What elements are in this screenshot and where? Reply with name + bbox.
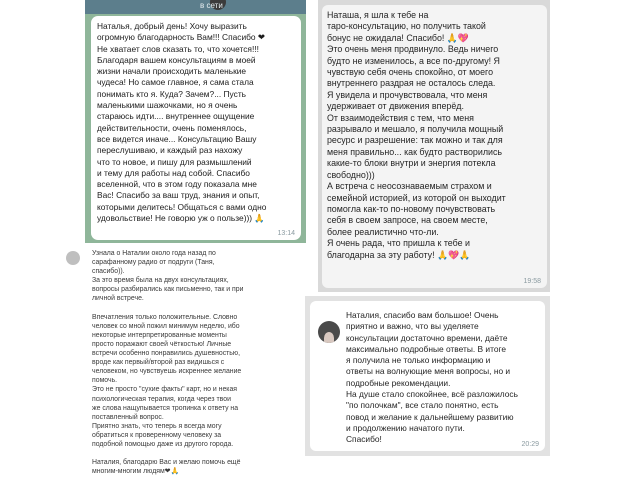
message-text: Наташа, я шла к тебе на таро-консультацию, но получить такой бонус не ожидала! Спасибо! 🙏💖 Это очень меня продвинуло. Ведь ничего будто не изменилось, а все по-другому! Я чувствую себя очень спокойно, от моего внутреннего раздрая не осталось следа. Я увидела и прочувствовала, что меня удерживает от движения вперёд. От взаимодействия с тем, что меня разрывало и мешало, я получила мощный ресурс и разрешение: так можно и так для меня правильно... как будто растворились какие-то блоки внутри и энергия потекла свободно))) А встреча с неосознаваемым страхом и семейной историей, из которой он выходит помогла как-то по-новому почувствовать себя в своем запросе, на своем месте, более реалистично что-ли. Я очень рада, что пришла к тебе и благодарна за эту работу! 🙏💖🙏: [327, 10, 506, 260]
sender-avatar: [318, 321, 340, 343]
message-text: Узнала о Наталии около года назад по сарафанному радио от подруги (Таня, спасибо)). За это время была на двух консультациях, вопросы разбирались как письменно, так и при личной встрече. Впечатления только положительные. Словно человек со мной пожил минимум неделю, ибо некоторые интерпретированные моменты просто поражают своей чёткостью! Личные встречи особенно понравились душевностью, вроде как первый/второй раз видишься с человеком, но чувствуешь искреннее желание помочь. Это не просто "сухие факты" карт, но и некая психологическая терапия, когда через твои же слова нащупывается тропинка к ответу на поставленный вопрос. Приятно знать, что теперь я всегда могу обратиться к проверенному человеку за подобной помощью даже из другого города. Наталия, благодарю Вас и желаю помочь ещё многим-многим людям❤🙏: [92, 250, 244, 476]
sender-avatar: [66, 251, 80, 265]
message-time: 20:29: [521, 441, 539, 448]
message-time: 19:58: [523, 278, 541, 285]
chat-screenshot-4: [305, 296, 550, 456]
message-text: Наталия, спасибо вам большое! Очень приятно и важно, что вы уделяете консультации достаточно времени, даёте максимально подробные ответы. В итоге я получила не только информацию и ответы на волнующие меня вопросы, но и подробные рекомендации. На душе стало спокойнее, всё разложилось "по полочкам", все стало понятно, есть повод и желание к дальнейшему развитию и продолжению начатого пути. Спасибо!: [346, 310, 518, 445]
chat-screenshot-3: [60, 243, 310, 480]
message-time: 13:14: [277, 230, 295, 237]
message-text: Наталья, добрый день! Хочу выразить огромную благодарность Вам!!! Спасибо ❤ Не хватает слов сказать то, что хочется!!! Благодаря вашем консультациям в моей жизни начали происходить маленькие чудеса! Но самое главное, я сама стала понимать кто я. Куда? Зачем?... Пусть маленькими шажочками, но я очень стараюсь идти.... внутреннее ощущение действительности, очень поменялось, все видется иначе... Консультацию Вашу переслушиваю, и каждый раз нахожу что то новое, и пишу для размышлений и тему для работы над собой. Спасибо вселенной, что в этом году показала мне Вас! Спасибо за ваш труд, знания и опыт, которыми делитесь! Общаться с вами одно удовольствие! Не говорю уж о пользе))) 🙏: [97, 21, 267, 224]
message-bubble: [322, 5, 547, 288]
chat-header: [85, 0, 306, 14]
message-bubble: [91, 16, 301, 240]
chat-screenshot-2: [318, 0, 550, 292]
chat-screenshot-1: [85, 0, 306, 243]
message-bubble: [310, 301, 545, 451]
online-status: в сети: [200, 1, 223, 10]
